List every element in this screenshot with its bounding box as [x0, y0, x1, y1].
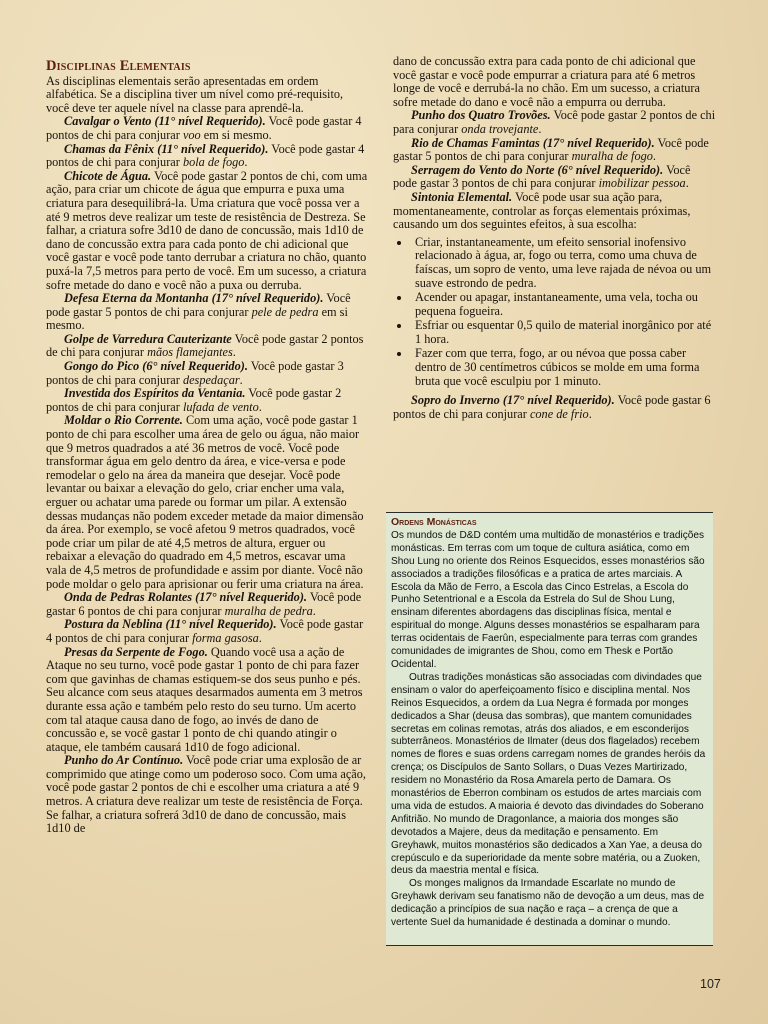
- discipline-entry: [46, 292, 368, 333]
- discipline-title: Onda de Pedras Rolantes (17° nível Requerido).: [64, 590, 307, 605]
- discipline-entry: [46, 115, 368, 142]
- discipline-entry: [393, 164, 716, 191]
- discipline-title: Chamas da Fênix (11° nível Requerido).: [64, 141, 269, 156]
- spell-name: imobilizar pessoa: [598, 176, 686, 191]
- discipline-entry: [46, 414, 368, 591]
- discipline-title: Serragem do Vento do Norte (6° nível Requerido).: [411, 162, 664, 177]
- discipline-text: Você pode gastar 2 pontos de chi para conjurar: [393, 108, 716, 136]
- discipline-text-end: .: [244, 155, 248, 170]
- discipline-entry: [46, 591, 368, 618]
- discipline-text-end: em si mesmo.: [200, 127, 272, 142]
- discipline-text: Você pode gastar 5 pontos de chi para conjurar: [393, 135, 709, 164]
- discipline-text-end: .: [239, 372, 243, 387]
- discipline-text: Você pode gastar 3 pontos de chi para conjurar: [393, 162, 691, 191]
- effect-item: • Fazer com que terra, fogo, ar ou névoa que possa caber dentro de 30 centímetros cúbicos se molde em uma forma bruta que você esculpiu por 1 minuto.: [411, 347, 716, 388]
- section-heading: Disciplinas Elementais: [46, 58, 191, 74]
- discipline-title: Rio de Chamas Famintas (17° nível Requerido).: [411, 135, 655, 150]
- discipline-entry: [46, 143, 368, 170]
- spell-name: pele de pedra: [251, 304, 319, 319]
- discipline-text: Você pode gastar 6 pontos de chi para conjurar: [393, 393, 711, 421]
- discipline-title: Postura da Neblina (11° nível Requerido).: [64, 617, 277, 632]
- discipline-title: Punho dos Quatro Trovões.: [411, 108, 551, 123]
- spell-name: voo: [182, 127, 201, 142]
- left-column: [46, 60, 368, 836]
- intro-paragraph: As disciplinas elementais serão apresentadas em ordem alfabética. Se a disciplina tiver um nível como pré-requisito, você deve ter aquele nível na classe para aprendê-la.: [46, 73, 344, 115]
- discipline-text-end: .: [588, 406, 592, 421]
- discipline-title: Sopro do Inverno (17° nível Requerido).: [411, 393, 615, 408]
- spell-name: onda trovejante: [461, 121, 539, 136]
- spell-name: mãos flamejantes: [147, 345, 233, 360]
- discipline-entry: [46, 646, 368, 755]
- discipline-text: Você pode gastar 5 pontos de chi para conjurar: [46, 291, 351, 319]
- discipline-text: Você pode gastar 2 pontos de chi, com uma ação, para criar um chicote de água que empurra e puxa uma criatura para desequilibrá-la. Uma criatura que você possa ver a até 9 metros deve realizar um teste de resistência de Destreza. Se falhar, a criatura sofre 3d10 de dano de concussão, mais 1d10 de dano de concussão extra para cada ponto de chi adicional que você gastar e você pode tanto derrubar a criatura no chão, quanto puxá-la 7,5 metros para perto de você. Em um sucesso, a criatura sofre metade do dano e você não a puxa ou derruba.: [46, 168, 368, 292]
- effect-item: • Acender ou apagar, instantaneamente, uma vela, tocha ou pequena fogueira.: [411, 291, 716, 318]
- discipline-entry: [46, 360, 368, 387]
- discipline-title: Golpe de Varredura Cauterizante: [64, 331, 232, 346]
- discipline-entry: [393, 137, 716, 164]
- discipline-entry: [393, 191, 716, 232]
- discipline-title: Presas da Serpente de Fogo.: [64, 644, 208, 659]
- discipline-text-end: .: [685, 176, 689, 191]
- discipline-text: Você pode gastar 3 pontos de chi para conjurar: [46, 359, 344, 387]
- discipline-title: Sintonia Elemental.: [411, 189, 513, 204]
- spell-name: lufada de vento: [182, 399, 259, 414]
- effect-item: • Criar, instantaneamente, um efeito sensorial inofensivo relacionado à água, ar, fogo ou terra, como uma chuva de faíscas, um sopro de vento, uma leve rajada de névoa ou um suave estrondo de pedra.: [411, 236, 716, 290]
- discipline-entry: [46, 170, 368, 292]
- discipline-text-end: .: [258, 399, 262, 414]
- right-column: [393, 55, 716, 421]
- discipline-text-end: .: [652, 149, 656, 164]
- sidebar-paragraph: Os monges malignos da Irmandade Escarlate no mundo de Greyhawk derivam seu fanatismo não de devoção a um deus, mas de dedicação a princípios de sua nação e raça – a crença de que a vertente Suel da humanidade é destinada a dominar o mundo.: [391, 878, 705, 929]
- discipline-text-end: em si mesmo.: [46, 304, 348, 333]
- discipline-title: Chicote de Água.: [64, 168, 152, 183]
- discipline-title: Moldar o Rio Corrente.: [64, 413, 183, 428]
- discipline-text: Você pode gastar 2 pontos de chi para conjurar: [46, 331, 364, 360]
- spell-name: bola de fogo: [182, 155, 245, 170]
- discipline-text-end: .: [538, 121, 542, 136]
- spell-name: forma gasosa: [192, 630, 259, 645]
- discipline-entry: [46, 333, 368, 360]
- discipline-text: Você pode gastar 4 pontos de chi para conjurar: [46, 141, 365, 170]
- sidebar-paragraph: Outras tradições monásticas são associadas com divindades que ensinam o valor do aperfeiçoamento físico e disciplina mental. Nos Reinos Esquecidos, a ordem da Lua Negra é formada por monges dedicados a Shar (deusa das sombras), que mantem comunidades secretas em colinas remotas, atrás dos aliados, e em esconderijos subterrâneos. Monastérios de Ilmater (deus dos flagelados) recebem nomes de flores e suas ordens carregam nomes de grandes heróis da crença; os Discípulos de Santo Sollars, o Duas Vezes Martirizado, residem no Monastério da Rosa Amarela perto de Damara. Os monastérios de Eberron combinam os estudos de artes marciais com uma vida de estudos. A maioria é devoto das divindades do Soberano Anfitrião. No mundo de Dragonlance, a maioria dos monges são devotados a Majere, deus da meditação e pensamento. Em Greyhawk, muitos monastérios são dedicados a Xan Yae, a deusa do crepúsculo e da superioridade da mente sobre matéria, ou a Zuoken, deus da maestria mental e física.: [391, 671, 706, 877]
- discipline-text: Você pode gastar 4 pontos de chi para conjurar: [46, 114, 362, 142]
- spell-name: cone de frio: [529, 406, 589, 421]
- effect-item: • Esfriar ou esquentar 0,5 quilo de material inorgânico por até 1 hora.: [411, 319, 716, 346]
- spell-name: despedaçar: [182, 372, 240, 387]
- discipline-text: Você pode usar sua ação para, momentaneamente, controlar as forças elementais próximas, causando um dos seguintes efeitos, à sua escolha:: [393, 189, 691, 232]
- discipline-title: Punho do Ar Contínuo.: [64, 753, 184, 768]
- spell-name: muralha de fogo: [571, 149, 653, 164]
- discipline-entry: [46, 754, 368, 836]
- discipline-entry: [46, 387, 368, 414]
- discipline-text: Você pode gastar 6 pontos de chi para conjurar: [46, 590, 362, 618]
- discipline-list-right: [393, 109, 716, 231]
- discipline-text-end: .: [232, 345, 236, 360]
- discipline-text: Você pode gastar 2 pontos de chi para conjurar: [46, 386, 342, 414]
- discipline-entry: [393, 109, 716, 136]
- page-number: 107: [700, 977, 721, 991]
- discipline-title: Investida dos Espíritos da Ventania.: [64, 386, 246, 401]
- discipline-text-end: .: [312, 603, 316, 618]
- discipline-text: Você pode gastar 4 pontos de chi para conjurar: [46, 617, 364, 645]
- discipline-text: Você pode criar uma explosão de ar comprimido que atinge como um poderoso soco. Com uma ação, você pode gastar 2 pontos de chi e escolher uma criatura a até 9 metros. A criatura deve realizar um teste de resistência de Força. Se falhar, a criatura sofrerá 3d10 de dano de concussão, mais 1d10 de: [46, 753, 366, 836]
- sidebar-paragraph: Os mundos de D&D contém uma multidão de monastérios e tradições monásticas. Em terras com um toque de cultura asiática, como em Shou Lung no oriente dos Reinos Esquecidos, esses monastérios são associados a tradições filosóficas e a pratica de artes marciais. A Escola da Mão de Ferro, a Escola das Cinco Estrelas, a Escola do Punho Setentrional e a Escola da Estrela do Sul de Shou Lung, ensinam diferentes abordagens das disciplinas física, mental e espiritual do monge. Alguns desses monastérios se espalharam para terras ocidentais de Faerûn, especialmente para terras com grandes comunidades de imigrantes de Shou, como em Thesk e Portão Ocidental.: [391, 529, 705, 670]
- sidebar-title: Ordens Monásticas: [391, 516, 477, 528]
- discipline-entry: [393, 394, 716, 421]
- spell-name: muralha de pedra: [224, 603, 313, 618]
- continuation-paragraph: dano de concussão extra para cada ponto de chi adicional que você gastar e você pode empurrar a criatura para até 6 metros longe de você e derrubá-la no chão. Em um sucesso, a criatura sofre metade do dano e você não a empurra ou derruba.: [393, 54, 700, 109]
- sidebar-box: [386, 512, 713, 946]
- discipline-text: Com uma ação, você pode gastar 1 ponto de chi para escolher uma área de gelo ou água, não maior que 9 metros quadrados a até 36 metros de você. Você pode transformar água em gelo dentro da área, e vice-versa e pode remodelar o gelo na área da maneira que desejar. Você pode levantar ou baixar a elevação do gelo, criar encher uma vala, erguer ou achatar uma parede ou formar um pilar. A extensão dessas mudanças não podem exceder metade da maior dimensão da área. Por exemplo, se você afetou 9 metros quadrados, você pode criar um pilar de até 4,5 metros de altura, erguer ou rebaixar a elevação do quadrado em 4,5 metros, escavar uma vala de 4,5 metros de profundidade e assim por diante. Você não pode moldar o gelo para aprisionar ou ferir uma criatura na área.: [46, 413, 364, 591]
- discipline-text: Quando você usa a ação de Ataque no seu turno, você pode gastar 1 ponto de chi para fazer com que gavinhas de chamas estiquem-se dos seus punho e pés. Seu alcance com seus ataques desarmados aumenta em 3 metros durante essa ação e também pelo resto do seu turno. Um acerto com tal ataque causa dano de fogo, ao invés de dano de concussão e, se você gastar 1 ponto de chi quando atingir o ataque, ele também causará 1d10 de fogo adicional.: [46, 644, 363, 754]
- discipline-title: Gongo do Pico (6° nível Requerido).: [64, 359, 248, 374]
- effects-list: [393, 236, 716, 389]
- discipline-title: Cavalgar o Vento (11° nível Requerido).: [64, 114, 266, 129]
- discipline-list-left: [46, 115, 368, 835]
- discipline-entry: [46, 618, 368, 645]
- discipline-title: Defesa Eterna da Montanha (17° nível Requerido).: [64, 291, 324, 306]
- discipline-text-end: .: [258, 630, 262, 645]
